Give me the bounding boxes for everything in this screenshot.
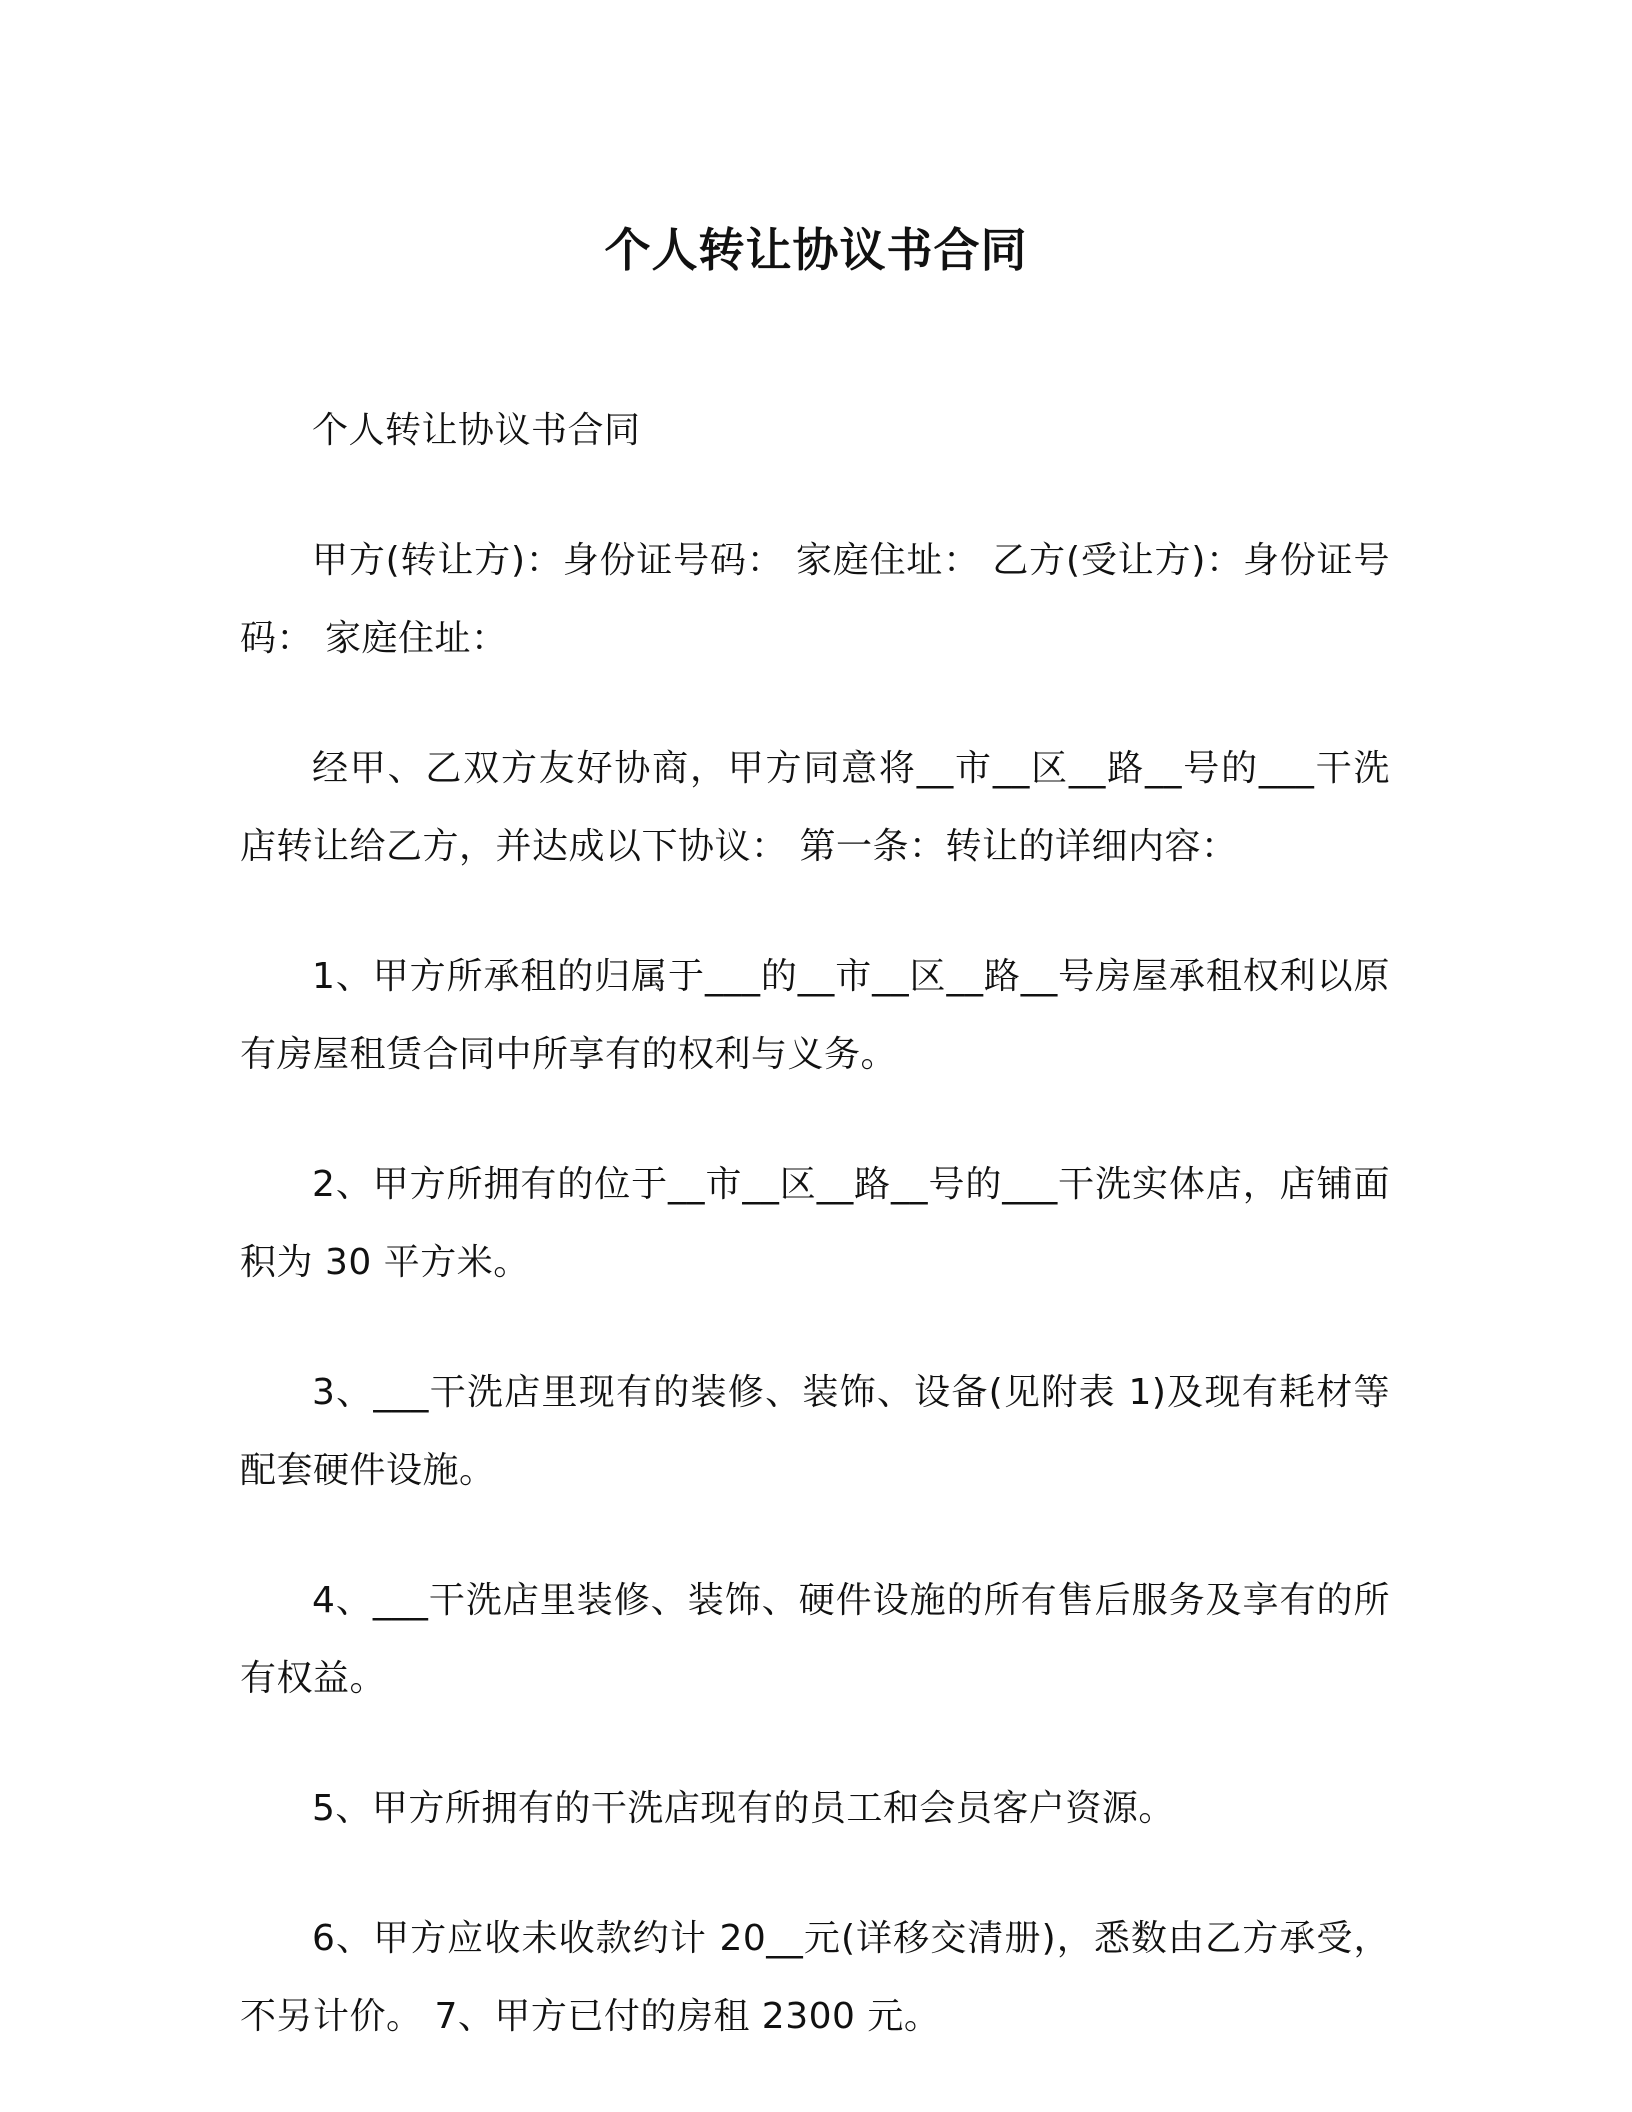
paragraph-item-1: 1、甲方所承租的归属于___的__市__区__路__号房屋承租权利以原有房屋租赁合同中所享有的权利与义务。 (240, 956, 1390, 1075)
document-body (240, 392, 1390, 2108)
paragraph-parties: 甲方(转让方)：身份证号码： 家庭住址： 乙方(受让方)：身份证号码： 家庭住址： (240, 540, 1390, 659)
paragraph-item-5: 5、甲方所拥有的干洗店现有的员工和会员客户资源。 (312, 1788, 1175, 1829)
document-title: 个人转让协议书合同 (604, 223, 1028, 277)
paragraph-item-2: 2、甲方所拥有的位于__市__区__路__号的___干洗实体店，店铺面积为 30 平方米。 (240, 1164, 1390, 1283)
paragraph-agreement: 经甲、乙双方友好协商，甲方同意将__市__区__路__号的___干洗店转让给乙方，并达成以下协议： 第一条：转让的详细内容： (240, 748, 1390, 867)
paragraph-heading: 个人转让协议书合同 (312, 410, 641, 451)
paragraph-item-6-7: 6、甲方应收未收款约计 20__元(详移交清册)，悉数由乙方承受，不另计价。 7、甲方已付的房租 2300 元。 (240, 1918, 1390, 2037)
paragraph-item-3: 3、___干洗店里现有的装修、装饰、设备(见附表 1)及现有耗材等配套硬件设施。 (240, 1372, 1390, 1491)
paragraph-item-4: 4、___干洗店里装修、装饰、硬件设施的所有售后服务及享有的所有权益。 (240, 1580, 1390, 1699)
